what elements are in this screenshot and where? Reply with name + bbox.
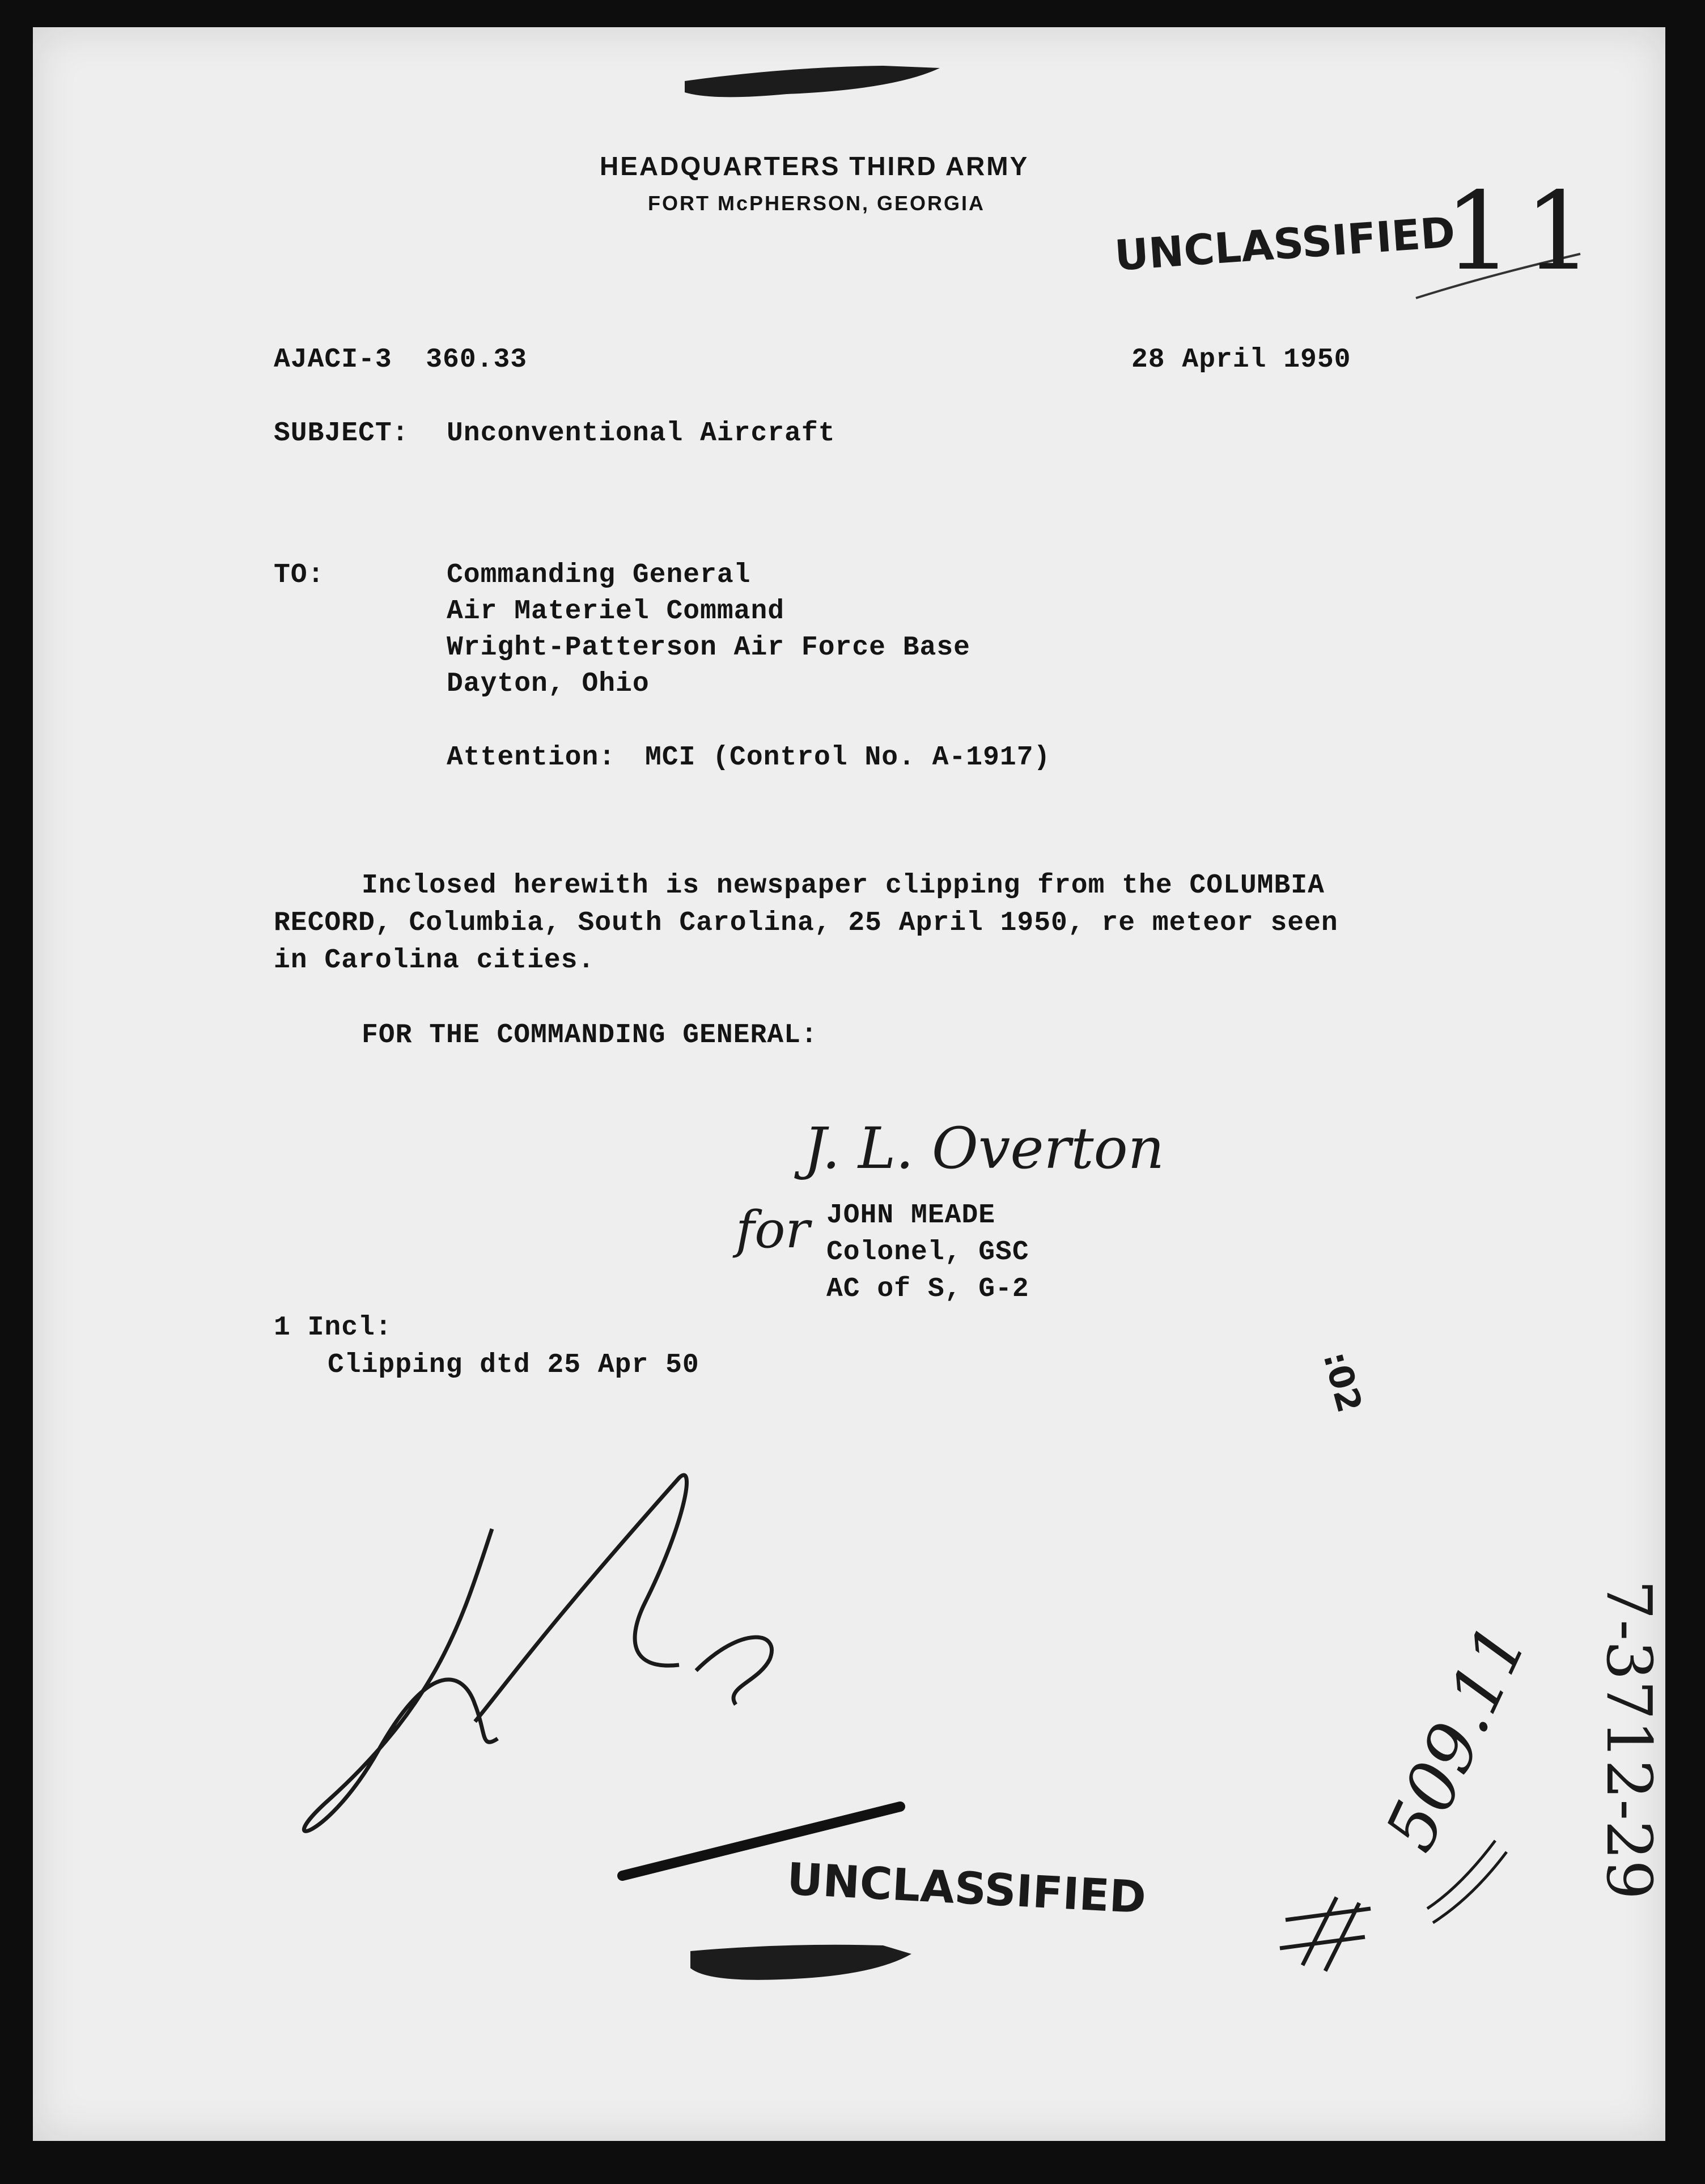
file-number-handwritten: 509.11 — [1371, 1613, 1543, 1863]
to-label: TO: — [274, 560, 325, 590]
signature-for: for — [736, 1200, 810, 1260]
body-line: RECORD, Columbia, South Carolina, 25 April 1950, re meteor seen — [274, 908, 1338, 938]
to-line: Commanding General — [447, 560, 751, 590]
signatory-title: AC of S, G-2 — [826, 1274, 1029, 1305]
enclosure-item: Clipping dtd 25 Apr 50 — [328, 1350, 699, 1380]
unclassified-stamp-top: UNCLASSIFIED — [1113, 208, 1457, 281]
letterhead-location: FORT McPHERSON, GEORGIA — [648, 192, 986, 215]
unclassified-stamp-bottom: UNCLASSIFIED — [786, 1854, 1148, 1924]
signatory-name: JOHN MEADE — [826, 1200, 996, 1231]
document-page — [33, 27, 1665, 2141]
handwritten-signature: J. L. Overton — [804, 1115, 1165, 1182]
file-reference: AJACI-3 360.33 — [274, 345, 528, 375]
body-line: Inclosed herewith is newspaper clipping from the COLUMBIA — [362, 870, 1325, 901]
document-date: 28 April 1950 — [1131, 345, 1351, 375]
to-line: Air Materiel Command — [447, 596, 785, 627]
hash-mark — [1280, 1897, 1371, 1971]
letterhead-title: HEADQUARTERS THIRD ARMY — [600, 151, 1029, 181]
file-handwriting — [304, 1475, 771, 1831]
top-redaction-smudge — [685, 66, 940, 97]
signatory-rank: Colonel, GSC — [826, 1237, 1029, 1268]
attention-label: Attention: — [447, 742, 616, 773]
closing-line: FOR THE COMMANDING GENERAL: — [362, 1020, 818, 1051]
time-stamp: :02 — [1315, 1348, 1369, 1417]
attention-text: MCI (Control No. A-1917) — [645, 742, 1051, 773]
side-number-handwritten: 7-3712-29 — [1593, 1580, 1665, 1900]
top-handwritten-mark: 11 — [1444, 169, 1604, 294]
enclosure-label: 1 Incl: — [274, 1312, 392, 1343]
to-line: Wright-Patterson Air Force Base — [447, 632, 970, 663]
bottom-redaction-smudge — [690, 1945, 911, 1980]
subject-label: SUBJECT: — [274, 418, 409, 449]
body-line: in Carolina cities. — [274, 945, 595, 976]
to-line: Dayton, Ohio — [447, 669, 650, 699]
subject-text: Unconventional Aircraft — [447, 418, 835, 449]
